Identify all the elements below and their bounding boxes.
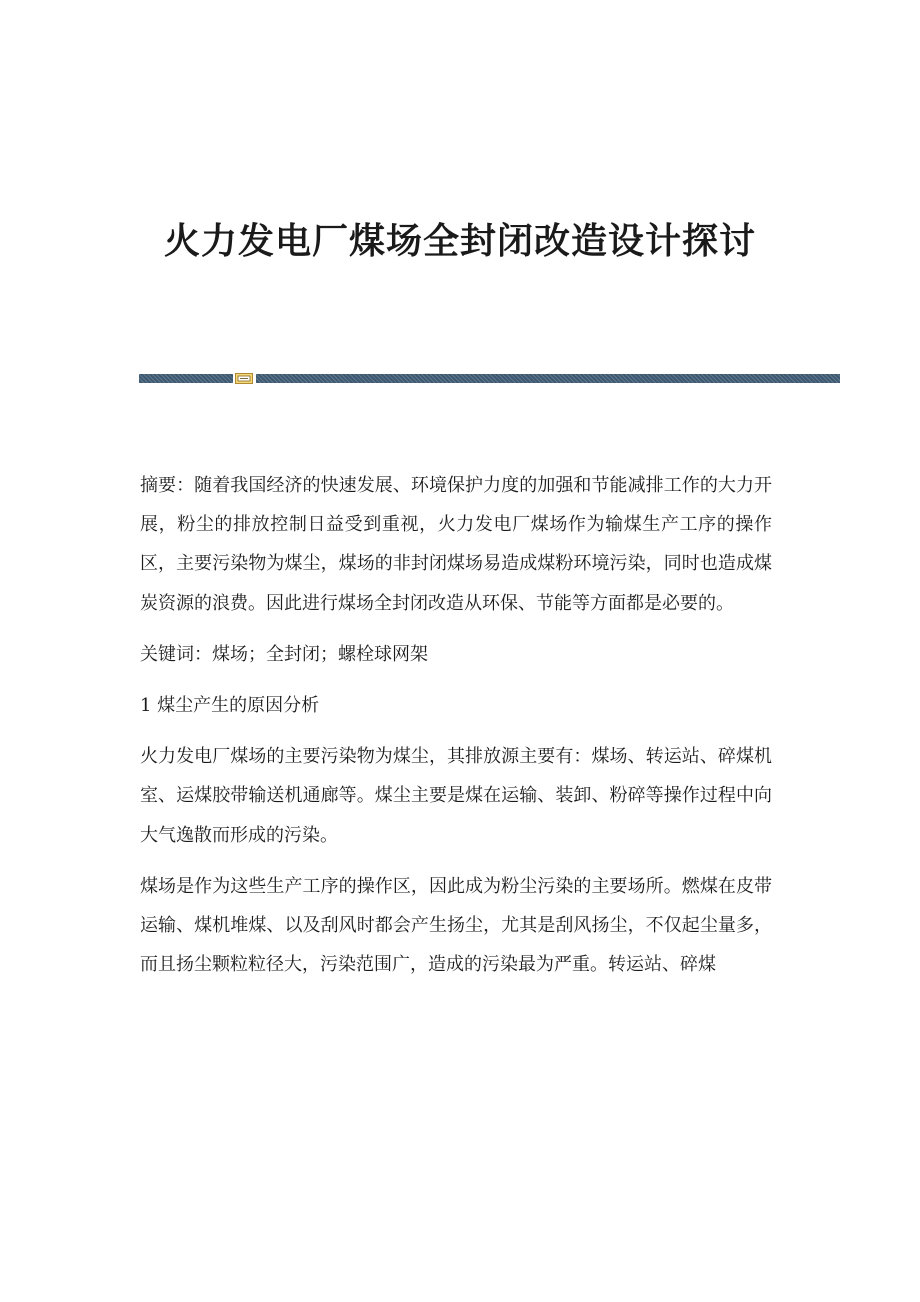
body-paragraph-2: 煤场是作为这些生产工序的操作区，因此成为粉尘污染的主要场所。燃煤在皮带运输、煤机堆煤、以及刮风时都会产生扬尘，尤其是刮风扬尘，不仅起尘量多，而且扬尘颗粒粒径大，污染范围广，造成的污染最为严重。转运站、碎煤 xyxy=(140,875,772,976)
divider-ornament-icon xyxy=(235,373,253,384)
title-divider-right xyxy=(256,374,840,383)
keywords-line: 关键词：煤场；全封闭；螺栓球网架 xyxy=(140,643,428,665)
page-title: 火力发电厂煤场全封闭改造设计探讨 xyxy=(163,220,756,263)
section-heading: 1 煤尘产生的原因分析 xyxy=(140,695,320,717)
abstract-paragraph: 摘要：随着我国经济的快速发展、环境保护力度的加强和节能减排工作的大力开展，粉尘的排放控制日益受到重视，火力发电厂煤场作为输煤生产工序的操作区，主要污染物为煤尘，煤场的非封闭煤场易造成煤粉环境污染，同时也造成煤炭资源的浪费。因此进行煤场全封闭改造从环保、节能等方面都是必要的。 xyxy=(140,475,772,614)
title-divider-left xyxy=(139,374,233,383)
document-body xyxy=(140,466,772,996)
body-paragraph-1: 火力发电厂煤场的主要污染物为煤尘，其排放源主要有：煤场、转运站、碎煤机室、运煤胶带输送机通廊等。煤尘主要是煤在运输、装卸、粉碎等操作过程中向大气逸散而形成的污染。 xyxy=(140,746,772,846)
